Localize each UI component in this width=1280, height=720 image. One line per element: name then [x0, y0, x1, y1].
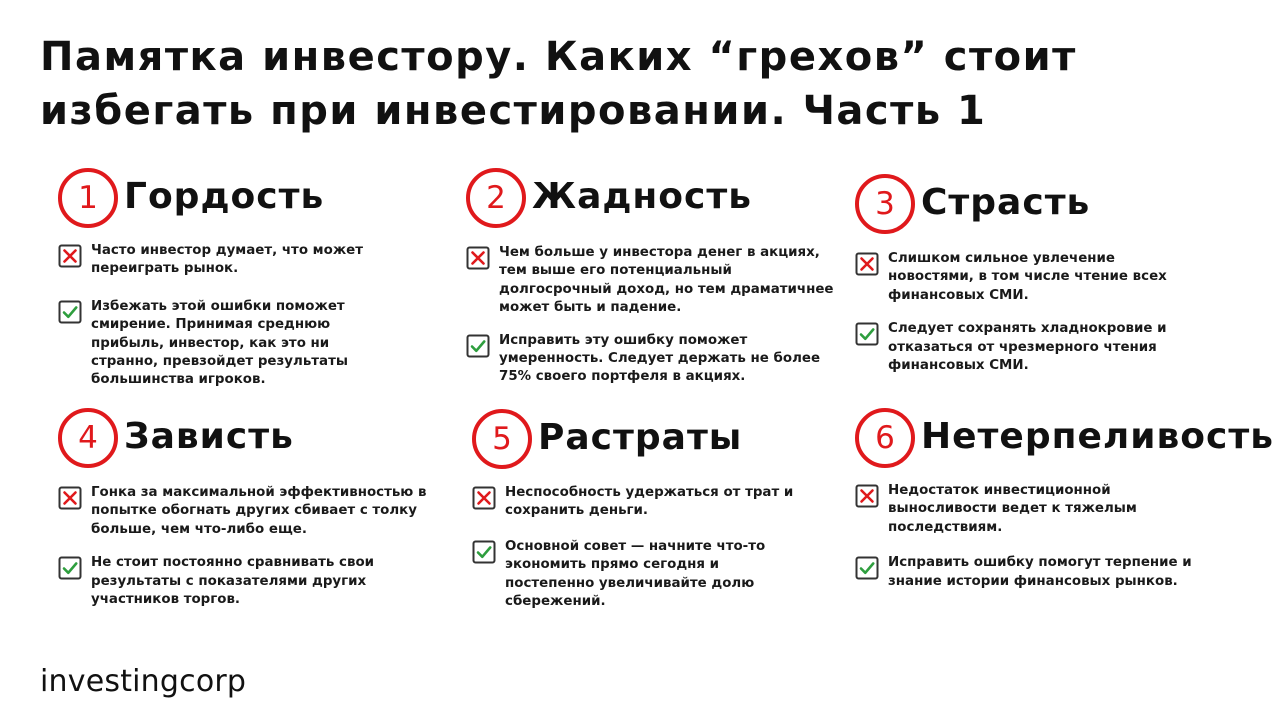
check-box-icon	[58, 556, 82, 580]
sin-title: Страсть	[921, 182, 1091, 223]
solution-item	[58, 554, 428, 609]
solution-text: Избежать этой ошибки поможет смирение. Принимая среднюю прибыль, инвестор, как это ни странно, превзойдет результаты большинства игроков.	[91, 298, 348, 388]
sin-card-header	[58, 168, 458, 232]
cross-box-icon	[855, 252, 879, 276]
sin-title: Жадность	[532, 176, 753, 217]
solution-text: Не стоит постоянно сравнивать свои результаты с показателями других участников торгов.	[91, 555, 375, 608]
problem-item	[58, 242, 388, 279]
problem-text: Недостаток инвестиционной выносливости ведет к тяжелым последствиям.	[888, 483, 1137, 535]
sin-number: 6	[875, 419, 895, 456]
number-circle-icon	[466, 168, 526, 228]
number-circle-icon	[855, 174, 915, 234]
solution-item	[58, 298, 358, 390]
sin-card-pride	[58, 168, 458, 390]
problem-item	[472, 484, 842, 521]
brand-logo: investingcorp	[40, 664, 247, 699]
sin-number: 2	[486, 179, 506, 216]
check-box-icon	[58, 300, 82, 324]
check-box-icon	[472, 540, 496, 564]
sin-card-header	[466, 168, 866, 232]
solution-item	[855, 554, 1235, 591]
cross-box-icon	[58, 244, 82, 268]
sin-card-waste	[472, 409, 872, 611]
check-box-icon	[466, 334, 490, 358]
sin-number: 5	[492, 420, 512, 457]
problem-item	[855, 250, 1185, 305]
cross-box-icon	[472, 486, 496, 510]
problem-item	[466, 244, 836, 318]
sin-card-envy	[58, 408, 458, 609]
solution-item	[855, 320, 1205, 375]
sin-title: Гордость	[124, 176, 325, 217]
solution-item	[472, 538, 782, 612]
solution-text: Исправить эту ошибку поможет умеренность. Следует держать не более 75% своего портфеля в акциях.	[499, 332, 821, 385]
problem-text: Гонка за максимальной эффективностью в попытке обогнать других сбивает с толку больше, чем что-либо еще.	[91, 485, 427, 537]
sin-number: 1	[78, 179, 98, 216]
sin-title: Растраты	[538, 417, 743, 458]
solution-text: Исправить ошибку помогут терпение и знание истории финансовых рынков.	[888, 555, 1192, 589]
check-box-icon	[855, 322, 879, 346]
number-circle-icon	[58, 168, 118, 228]
sin-number: 3	[875, 185, 895, 222]
problem-text: Неспособность удержаться от трат и сохранить деньги.	[505, 485, 794, 519]
number-circle-icon	[855, 408, 915, 468]
problem-text: Часто инвестор думает, что может переиграть рынок.	[91, 243, 363, 277]
problem-text: Слишком сильное увлечение новостями, в том числе чтение всех финансовых СМИ.	[888, 251, 1167, 303]
problem-item	[58, 484, 428, 539]
sin-card-header	[58, 408, 458, 472]
problem-text: Чем больше у инвестора денег в акциях, тем выше его потенциальный долгосрочный доход, но тем драматичнее может быть и падение.	[499, 245, 834, 316]
solution-text: Следует сохранять хладнокровие и отказаться от чрезмерного чтения финансовых СМИ.	[888, 321, 1167, 374]
sin-title: Зависть	[124, 416, 294, 457]
sin-card-header	[855, 408, 1274, 472]
sin-card-greed	[466, 168, 866, 387]
cross-box-icon	[58, 486, 82, 510]
cross-box-icon	[855, 484, 879, 508]
page-title: Памятка инвестору. Каких “грехов” стоит избегать при инвестировании. Часть 1	[40, 34, 1077, 134]
check-box-icon	[855, 556, 879, 580]
solution-text: Основной совет — начните что-то экономить прямо сегодня и постепенно увеличивайте долю сбережений.	[505, 538, 766, 610]
sin-card-header	[855, 174, 1255, 238]
cross-box-icon	[466, 246, 490, 270]
number-circle-icon	[58, 408, 118, 468]
sin-card-impatience	[855, 408, 1274, 591]
sin-card-passion	[855, 174, 1255, 375]
number-circle-icon	[472, 409, 532, 469]
sin-card-header	[472, 409, 872, 473]
problem-item	[855, 482, 1185, 537]
solution-item	[466, 332, 836, 387]
sin-title: Нетерпеливость	[921, 416, 1274, 457]
sin-number: 4	[78, 419, 98, 456]
